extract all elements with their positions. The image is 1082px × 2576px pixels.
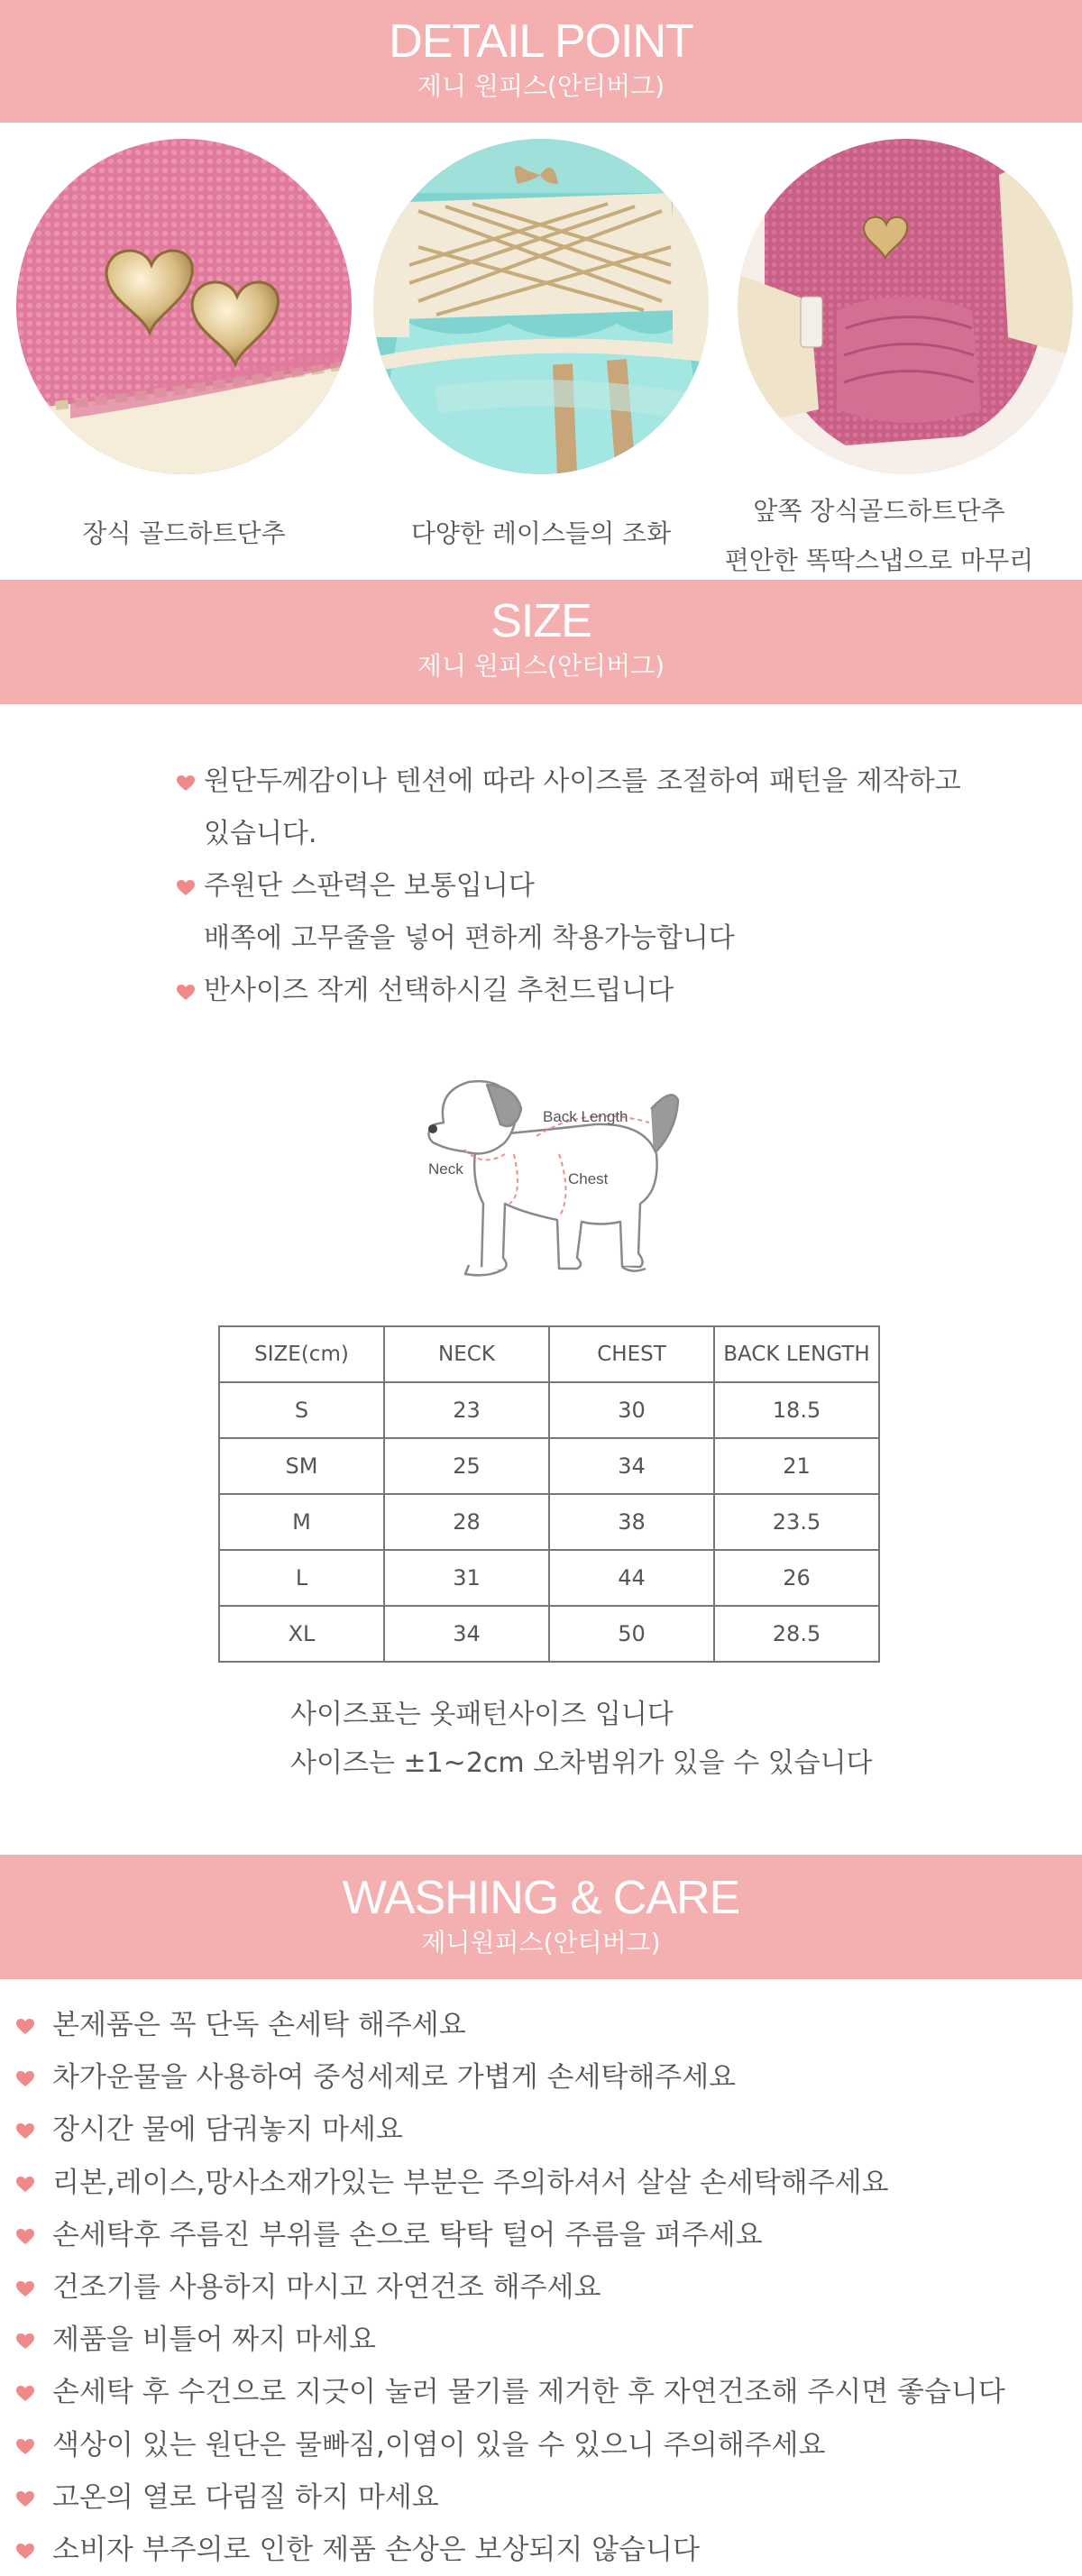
care-item-text: 고온의 열로 다림질 하지 마세요 (52, 2480, 439, 2514)
caption-front-heart-button: 앞쪽 장식골드하트단추 (753, 496, 1005, 526)
cell-back-length: 26 (714, 1550, 879, 1606)
care-item (16, 1999, 1071, 2051)
care-item (16, 2261, 1071, 2314)
cell-chest: 30 (549, 1382, 714, 1438)
cell-neck: 23 (384, 1382, 549, 1438)
heart-icon (177, 775, 195, 792)
care-item-text: 색상이 있는 원단은 물빠짐,이염이 있을 수 있으니 주의해주세요 (52, 2428, 826, 2461)
dog-measurement-diagram (415, 1068, 685, 1289)
care-item-text: 장시간 물에 담궈놓지 마세요 (52, 2113, 403, 2147)
table-row (219, 1606, 879, 1662)
care-item-text: 손세탁 후 수건으로 지긋이 눌러 물기를 제거한 후 자연건조해 주시면 좋습니다 (52, 2376, 1005, 2409)
heart-icon (16, 2177, 34, 2193)
detail-photo-snap-closure (738, 139, 1073, 474)
care-item-text: 손세탁후 주름진 부위를 손으로 탁탁 털어 주름을 펴주세요 (52, 2218, 763, 2251)
care-item-text: 본제품은 꼭 단독 손세탁 해주세요 (52, 2009, 466, 2041)
care-item-text: 소비자 부주의로 인한 제품 손상은 보상되지 않습니다 (52, 2533, 700, 2566)
care-item (16, 2314, 1071, 2366)
cell-chest: 34 (549, 1438, 714, 1494)
caption-snap-closure: 편안한 똑딱스냅으로 마무리 (724, 545, 1034, 575)
care-item-text: 리본,레이스,망사소재가있는 부분은 주의하셔서 살살 손세탁해주세요 (52, 2166, 889, 2199)
detail-photo-heart-buttons (16, 139, 352, 474)
heart-icon (16, 2071, 34, 2087)
cell-back-length: 21 (714, 1438, 879, 1494)
care-item (16, 2524, 1071, 2576)
cell-neck: 28 (384, 1494, 549, 1550)
cell-chest: 50 (549, 1606, 714, 1662)
heart-icon (16, 2019, 34, 2035)
cell-back-length: 28.5 (714, 1606, 879, 1662)
heart-icon (16, 2281, 34, 2297)
table-note-pattern-size: 사이즈표는 옷패턴사이즈 입니다 (290, 1699, 674, 1730)
heart-icon (16, 2386, 34, 2402)
table-row (219, 1550, 879, 1606)
care-item (16, 2366, 1071, 2418)
cell-size: L (219, 1550, 384, 1606)
washing-care-title: WASHING & CARE (342, 1872, 740, 1924)
care-item-text: 제품을 비틀어 짜지 마세요 (52, 2324, 376, 2357)
care-item-text: 차가운물을 사용하여 중성세제로 가볍게 손세탁해주세요 (52, 2061, 737, 2095)
cell-size: S (219, 1382, 384, 1438)
size-note-continued: 있습니다. (204, 818, 317, 849)
heart-icon (177, 985, 195, 1001)
chest-label: Chest (568, 1170, 609, 1187)
care-item (16, 2209, 1071, 2261)
table-header-row (219, 1326, 879, 1382)
washing-care-banner (0, 1855, 1082, 1979)
table-note-tolerance: 사이즈는 ±1~2cm 오차범위가 있을 수 있습니다 (290, 1747, 873, 1779)
cell-back-length: 18.5 (714, 1382, 879, 1438)
cell-neck: 31 (384, 1550, 549, 1606)
header-neck: NECK (384, 1326, 549, 1382)
cell-neck: 25 (384, 1438, 549, 1494)
heart-icon (16, 2333, 34, 2350)
heart-icon (16, 2229, 34, 2245)
cell-chest: 44 (549, 1550, 714, 1606)
size-table (218, 1325, 880, 1663)
size-banner (0, 580, 1082, 704)
size-subtitle: 제니 원피스(안티버그) (417, 651, 665, 681)
care-item (16, 2104, 1071, 2156)
care-item (16, 2471, 1071, 2524)
size-notes (177, 756, 961, 1017)
table-row (219, 1494, 879, 1550)
size-note: 주원단 스판력은 보통입니다 (177, 860, 952, 912)
caption-lace: 다양한 레이스들의 조화 (410, 518, 672, 548)
care-instructions (16, 1999, 1071, 2576)
size-note: 반사이즈 작게 선택하시길 추천드립니다 (177, 965, 952, 1017)
header-chest: CHEST (549, 1326, 714, 1382)
heart-icon (16, 2123, 34, 2140)
neck-label: Neck (428, 1160, 463, 1178)
heart-icon (16, 2544, 34, 2560)
size-note: 원단두께감이나 텐션에 따라 사이즈를 조절하여 패턴을 제작하고 (177, 756, 952, 808)
cell-size: SM (219, 1438, 384, 1494)
detail-point-subtitle: 제니 원피스(안티버그) (417, 71, 665, 101)
size-note-continued: 배쪽에 고무줄을 넣어 편하게 착용가능합니다 (204, 922, 735, 954)
size-title: SIZE (491, 595, 591, 647)
heart-icon (177, 880, 195, 896)
header-back-length: BACK LENGTH (714, 1326, 879, 1382)
care-item-text: 건조기를 사용하지 마시고 자연건조 해주세요 (52, 2270, 601, 2304)
table-row (219, 1382, 879, 1438)
detail-point-banner (0, 0, 1082, 123)
cell-neck: 34 (384, 1606, 549, 1662)
heart-icon (16, 2491, 34, 2507)
detail-photo-lace (373, 139, 709, 474)
detail-point-title: DETAIL POINT (389, 15, 693, 68)
back-length-label: Back Length (543, 1108, 628, 1125)
care-item (16, 2157, 1071, 2209)
washing-care-subtitle: 제니원피스(안티버그) (421, 1928, 661, 1957)
care-item (16, 2419, 1071, 2471)
cell-size: M (219, 1494, 384, 1550)
heart-icon (16, 2439, 34, 2455)
cell-back-length: 23.5 (714, 1494, 879, 1550)
header-size: SIZE(cm) (219, 1326, 384, 1382)
caption-heart-buttons: 장식 골드하트단추 (82, 518, 286, 548)
cell-size: XL (219, 1606, 384, 1662)
care-item (16, 2051, 1071, 2104)
table-row (219, 1438, 879, 1494)
cell-chest: 38 (549, 1494, 714, 1550)
